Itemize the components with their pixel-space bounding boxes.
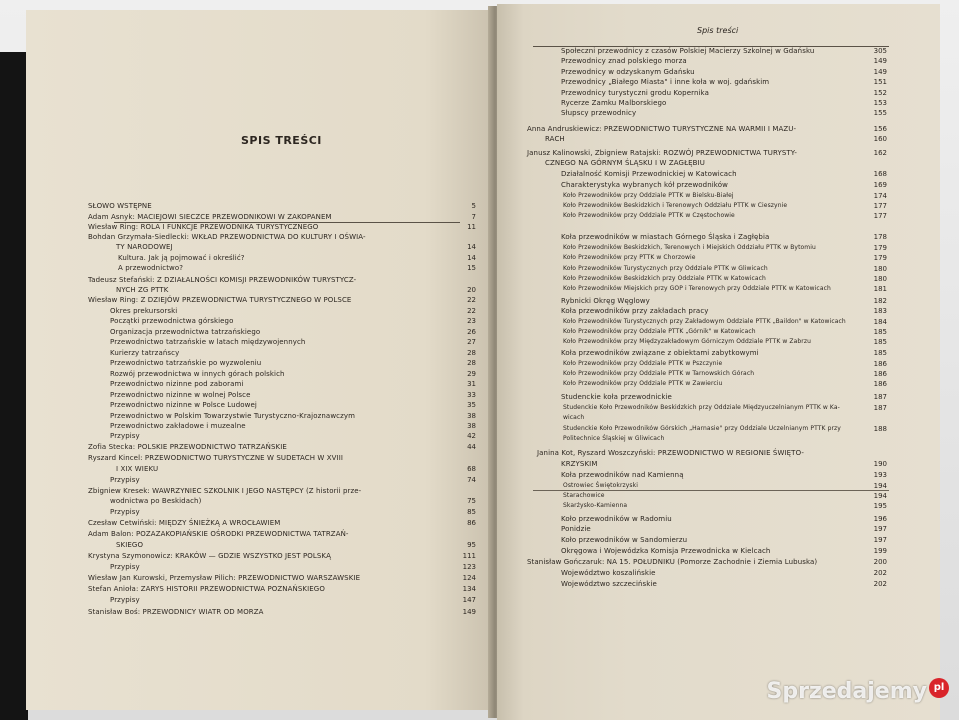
toc-entry xyxy=(561,348,759,358)
toc-page-number: 162 xyxy=(873,149,887,157)
page-title: SPIS TREŚCI xyxy=(241,134,322,147)
toc-page-number: 178 xyxy=(873,233,887,241)
toc-entry-title: Przewodnictwo zakładowe i muzealne xyxy=(110,422,246,430)
toc-page-number: 149 xyxy=(873,57,887,65)
toc-entry-title: Charakterystyka wybranych kół przewodników xyxy=(561,181,728,189)
toc-page-number: 305 xyxy=(873,47,887,55)
toc-entry-title: Stanisław Boś: PRZEWODNICY WIATR OD MORZA xyxy=(88,608,264,616)
toc-entry xyxy=(561,108,636,118)
toc-page-number: 35 xyxy=(467,401,476,409)
toc-entry xyxy=(527,557,817,567)
toc-page-number: 29 xyxy=(467,370,476,378)
toc-entry xyxy=(561,568,656,578)
book-cover-edge xyxy=(0,52,28,720)
toc-entry-title: Koło Przewodników przy Oddziale PTTK w Tarnowskich Górach xyxy=(563,370,755,377)
toc-page-number: 38 xyxy=(467,422,476,430)
toc-entry xyxy=(88,222,318,232)
toc-page-number: 33 xyxy=(467,391,476,399)
toc-page-number: 186 xyxy=(873,360,887,368)
toc-entry xyxy=(110,369,285,379)
toc-entry xyxy=(561,546,770,556)
toc-entry xyxy=(116,285,168,295)
toc-page-number: 174 xyxy=(873,192,887,200)
toc-page-number: 149 xyxy=(873,68,887,76)
toc-entry xyxy=(118,253,245,263)
toc-entry xyxy=(561,579,657,589)
toc-entry xyxy=(88,529,349,539)
toc-entry-title: Zofia Stecka: POLSKIE PRZEWODNICTWO TATRZAŃSKIE xyxy=(88,443,287,451)
toc-entry xyxy=(116,464,158,474)
toc-entry xyxy=(88,607,264,617)
toc-entry xyxy=(563,201,787,211)
toc-entry xyxy=(527,148,797,158)
toc-entry-title: Przewodnictwo w Polskim Towarzystwie Turystyczno-Krajoznawczym xyxy=(110,412,356,420)
toc-entry-title: Ponidzie xyxy=(561,525,591,533)
toc-entry-title: Politechnice Śląskiej w Gliwicach xyxy=(563,435,665,442)
toc-page-number: 185 xyxy=(873,349,887,357)
toc-page-number: 20 xyxy=(467,286,476,294)
toc-entry-title: Koła przewodników związane z obiektami zabytkowymi xyxy=(561,349,759,357)
toc-page-number: 183 xyxy=(873,307,887,315)
toc-entry-title: Przypisy xyxy=(110,508,140,516)
toc-entry-title: Przewodnictwo tatrzańskie w latach międzywojennych xyxy=(110,338,306,346)
toc-entry xyxy=(537,448,804,458)
toc-page-number: 85 xyxy=(467,508,476,516)
toc-page-number: 22 xyxy=(467,296,476,304)
running-head: Spis treści xyxy=(697,26,739,35)
toc-entry-title: Anna Andruskiewicz: PRZEWODNICTWO TURYSTYCZNE NA WARMII I MAZU- xyxy=(527,125,797,133)
toc-entry xyxy=(110,411,355,421)
toc-entry xyxy=(110,379,243,389)
toc-entry xyxy=(561,459,597,469)
toc-entry-title: Koło przewodników w Sandomierzu xyxy=(561,536,688,544)
toc-page-number: 27 xyxy=(467,338,476,346)
toc-entry-title: Koło Przewodników Beskidzkich przy Oddziale PTTK w Katowicach xyxy=(563,275,766,282)
toc-page-number: 169 xyxy=(873,181,887,189)
toc-page-number: 188 xyxy=(873,425,887,433)
toc-entry-title: Rybnicki Okręg Węglowy xyxy=(561,297,650,305)
toc-entry-title: TY NARODOWEJ xyxy=(116,243,173,251)
toc-page-number: 134 xyxy=(462,585,476,593)
toc-entry xyxy=(561,77,769,87)
toc-page-number: 186 xyxy=(873,380,887,388)
toc-entry xyxy=(88,212,332,222)
toc-entry-title: CZNEGO NA GÓRNYM ŚLĄSKU I W ZAGŁĘBIU xyxy=(545,159,705,167)
toc-entry-title: Przewodnictwo nizinne w Polsce Ludowej xyxy=(110,401,257,409)
toc-page-number: 185 xyxy=(873,328,887,336)
toc-entry xyxy=(88,551,331,561)
toc-entry xyxy=(563,434,664,444)
toc-entry-title: NYCH ZG PTTK xyxy=(116,286,169,294)
toc-entry xyxy=(110,390,251,400)
toc-entry-title: Koło Przewodników Beskidzkich i Terenowych Oddziału PTTK w Cieszynie xyxy=(563,202,788,209)
toc-entry xyxy=(561,296,650,306)
toc-entry xyxy=(563,317,846,327)
toc-page-number: 149 xyxy=(462,608,476,616)
toc-entry xyxy=(110,475,140,485)
toc-page-number: 23 xyxy=(467,317,476,325)
toc-entry-title: Rycerze Zamku Malborskiego xyxy=(561,99,667,107)
toc-entry xyxy=(110,595,140,605)
toc-entry xyxy=(110,421,246,431)
toc-entry xyxy=(110,431,140,441)
watermark-badge: pl xyxy=(929,678,949,698)
toc-entry-title: wodnictwa po Beskidach) xyxy=(110,497,202,505)
toc-page-number: 202 xyxy=(873,580,887,588)
toc-page-number: 42 xyxy=(467,432,476,440)
toc-entry-title: Przypisy xyxy=(110,596,140,604)
toc-entry xyxy=(563,413,584,423)
toc-entry xyxy=(561,306,709,316)
toc-entry xyxy=(561,470,684,480)
toc-entry-title: Koło Przewodników przy Oddziale PTTK w Pszczynie xyxy=(563,360,723,367)
toc-entry xyxy=(88,518,280,528)
toc-page-number: 202 xyxy=(873,569,887,577)
watermark: Sprzedajemy pl xyxy=(767,678,950,704)
toc-entry xyxy=(563,253,696,263)
toc-page-number: 75 xyxy=(467,497,476,505)
toc-page-number: 168 xyxy=(873,170,887,178)
toc-entry xyxy=(88,442,287,452)
toc-page-number: 155 xyxy=(873,109,887,117)
toc-entry xyxy=(110,358,261,368)
toc-entry xyxy=(563,243,816,253)
toc-entry xyxy=(88,201,152,211)
toc-entry-title: Słupscy przewodnicy xyxy=(561,109,637,117)
toc-entry-title: Koło Przewodników przy Międzyzakładowym Górniczym Oddziale PTTK w Zabrzu xyxy=(563,338,812,345)
toc-entry xyxy=(110,327,260,337)
toc-entry-title: Koła przewodników w miastach Górnego Śląska i Zagłębia xyxy=(561,233,770,241)
toc-entry xyxy=(561,514,672,524)
toc-page-number: 180 xyxy=(873,265,887,273)
toc-entry-title: Ostrowiec Świętokrzyski xyxy=(563,482,638,489)
toc-page-number: 15 xyxy=(467,264,476,272)
toc-entry xyxy=(563,359,722,369)
toc-page-number: 22 xyxy=(467,307,476,315)
toc-entry xyxy=(88,486,361,496)
toc-entry xyxy=(527,124,796,134)
toc-entry-title: Bohdan Grzymała-Siedlecki: WKŁAD PRZEWODNICTWA DO KULTURY I OŚWIA- xyxy=(88,233,366,241)
toc-page-number: 186 xyxy=(873,370,887,378)
toc-entry-title: Koło Przewodników Beskidzkich, Terenowych i Miejskich Oddziału PTTK w Bytomiu xyxy=(563,244,816,251)
toc-entry xyxy=(88,295,351,305)
toc-entry xyxy=(561,56,687,66)
toc-page-number: 38 xyxy=(467,412,476,420)
toc-entry-title: Kurierzy tatrzańscy xyxy=(110,349,180,357)
toc-entry-title: Koło Przewodników przy Oddziale PTTK w Bielsku-Białej xyxy=(563,192,734,199)
toc-page-number: 179 xyxy=(873,244,887,252)
toc-entry-title: Okres prekursorski xyxy=(110,307,178,315)
toc-entry-title: KRZYSKIM xyxy=(561,460,598,468)
toc-entry-title: Wiesław Jan Kurowski, Przemysław Pilich: PRZEWODNICTWO WARSZAWSKIE xyxy=(88,574,361,582)
toc-page-number: 190 xyxy=(873,460,887,468)
toc-page-number: 44 xyxy=(467,443,476,451)
toc-entry xyxy=(563,481,638,491)
toc-entry-title: Przewodnictwo nizinne pod zaborami xyxy=(110,380,244,388)
toc-entry xyxy=(110,562,140,572)
toc-entry-title: Krystyna Szymonowicz: KRAKÓW — GDZIE WSZYSTKO JEST POLSKĄ xyxy=(88,552,332,560)
toc-entry-title: Wiesław Ring: ROLA I FUNKCJE PRZEWODNIKA TURYSTYCZNEGO xyxy=(88,223,319,231)
toc-page-number: 124 xyxy=(462,574,476,582)
toc-entry-title: Przypisy xyxy=(110,476,140,484)
toc-entry-title: Społeczni przewodnicy z czasów Polskiej Macierzy Szkolnej w Gdańsku xyxy=(561,47,815,55)
toc-page-number: 194 xyxy=(873,482,887,490)
toc-page-number: 196 xyxy=(873,515,887,523)
toc-entry-title: RACH xyxy=(545,135,565,143)
toc-entry-title: Działalność Komisji Przewodnickiej w Katowicach xyxy=(561,170,737,178)
toc-entry xyxy=(563,403,840,413)
toc-page-number: 197 xyxy=(873,525,887,533)
toc-entry xyxy=(563,369,754,379)
toc-entry-title: Przewodnicy w odzyskanym Gdańsku xyxy=(561,68,695,76)
toc-entry-title: Przewodnictwo nizinne w wolnej Polsce xyxy=(110,391,251,399)
toc-entry-title: Przypisy xyxy=(110,432,140,440)
toc-page-number: 11 xyxy=(467,223,476,231)
toc-entry xyxy=(110,306,177,316)
toc-entry-title: I XIX WIEKU xyxy=(116,465,159,473)
toc-entry-title: Koło przewodników w Radomiu xyxy=(561,515,672,523)
toc-entry xyxy=(110,337,305,347)
toc-page-number: 153 xyxy=(873,99,887,107)
toc-page-number: 187 xyxy=(873,393,887,401)
toc-entry-title: Przewodnicy „Białego Miasta" i inne koła w woj. gdańskim xyxy=(561,78,770,86)
toc-page-number: 160 xyxy=(873,135,887,143)
toc-entry xyxy=(110,316,234,326)
toc-entry-title: Koło Przewodników przy Oddziale PTTK w Zawierciu xyxy=(563,380,723,387)
toc-entry-title: wicach xyxy=(563,414,585,421)
toc-page-number: 197 xyxy=(873,536,887,544)
toc-page-number: 194 xyxy=(873,492,887,500)
toc-entry-title: Kultura. Jak ją pojmować i określić? xyxy=(118,254,245,262)
toc-entry xyxy=(561,392,672,402)
toc-entry xyxy=(563,424,841,434)
toc-entry-title: A przewodnictwo? xyxy=(118,264,184,272)
toc-entry-title: Początki przewodnictwa górskiego xyxy=(110,317,234,325)
toc-page-number: 199 xyxy=(873,547,887,555)
toc-page-number: 7 xyxy=(471,213,476,221)
toc-entry xyxy=(561,98,666,108)
toc-entry-title: Stefan Anioła: ZARYS HISTORII PRZEWODNICTWA POZNAŃSKIEGO xyxy=(88,585,325,593)
toc-entry-title: SKIEGO xyxy=(116,541,144,549)
toc-page-number: 185 xyxy=(873,338,887,346)
toc-entry-title: Koło Przewodników Turystycznych przy Oddziale PTTK w Gliwicach xyxy=(563,265,768,272)
toc-entry xyxy=(561,524,591,534)
toc-entry xyxy=(561,46,814,56)
toc-page-number: 182 xyxy=(873,297,887,305)
toc-entry-title: Koła przewodników przy zakładach pracy xyxy=(561,307,709,315)
toc-page-number: 177 xyxy=(873,212,887,220)
toc-entry-title: Organizacja przewodnictwa tatrzańskiego xyxy=(110,328,261,336)
toc-entry-title: Koło Przewodników przy Oddziale PTTK „Górnik" w Katowicach xyxy=(563,328,756,335)
toc-entry-title: Województwo szczecińskie xyxy=(561,580,657,588)
toc-entry xyxy=(88,573,360,583)
toc-entry xyxy=(563,211,735,221)
toc-page-number: 26 xyxy=(467,328,476,336)
toc-page-number: 28 xyxy=(467,349,476,357)
toc-entry-title: Okręgowa i Wojewódzka Komisja Przewodnicka w Kielcach xyxy=(561,547,771,555)
toc-entry-title: Przewodnicy znad polskiego morza xyxy=(561,57,687,65)
toc-page-number: 193 xyxy=(873,471,887,479)
toc-page-number: 123 xyxy=(462,563,476,571)
toc-page-number: 28 xyxy=(467,359,476,367)
toc-page-number: 95 xyxy=(467,541,476,549)
toc-entry-title: Województwo koszalińskie xyxy=(561,569,656,577)
toc-entry-title: Skarżysko-Kamienna xyxy=(563,502,628,509)
toc-page-number: 147 xyxy=(462,596,476,604)
toc-entry-title: Koło Przewodników Turystycznych przy Zakładowym Oddziale PTTK „Baildon" w Katowicach xyxy=(563,318,846,325)
toc-page-number: 31 xyxy=(467,380,476,388)
toc-entry-title: Wiesław Ring: Z DZIEJÓW PRZEWODNICTWA TURYSTYCZNEGO W POLSCE xyxy=(88,296,352,304)
toc-entry xyxy=(563,264,768,274)
toc-entry-title: Koło Przewodników przy PTTK w Chorzowie xyxy=(563,254,696,261)
toc-entry xyxy=(561,180,728,190)
toc-entry-title: Stanisław Gończaruk: NA 15. POŁUDNIKU (Pomorze Zachodnie i Ziemia Lubuska) xyxy=(527,558,818,566)
toc-entry-title: Przewodnicy turystyczni grodu Kopernika xyxy=(561,89,709,97)
toc-page-number: 151 xyxy=(873,78,887,86)
toc-entry xyxy=(110,496,201,506)
toc-entry-title: Czesław Cetwiński: MIĘDZY ŚNIEŻKĄ A WROCŁAWIEM xyxy=(88,519,281,527)
toc-entry-title: Rozwój przewodnictwa w innych górach polskich xyxy=(110,370,285,378)
toc-entry-title: Ryszard Kincel: PRZEWODNICTWO TURYSTYCZNE W SUDETACH W XVIII xyxy=(88,454,344,462)
toc-entry-title: Koła przewodników nad Kamienną xyxy=(561,471,684,479)
toc-page-number: 152 xyxy=(873,89,887,97)
toc-entry-title: Zbigniew Kresek: WAWRZYNIEC SZKOLNIK I JEGO NASTĘPCY (Z historii prze- xyxy=(88,487,362,495)
toc-entry xyxy=(110,400,257,410)
toc-entry xyxy=(561,169,737,179)
toc-entry-title: Adam Balon: POZAZAKOPIAŃSKIE OŚRODKI PRZEWODNICTWA TATRZAŃ- xyxy=(88,530,349,538)
toc-entry xyxy=(561,535,687,545)
toc-page-number: 5 xyxy=(471,202,476,210)
toc-page-number: 14 xyxy=(467,243,476,251)
toc-entry-title: Janusz Kalinowski, Zbigniew Ratajski: ROZWÓJ PRZEWODNICTWA TURYSTY- xyxy=(527,149,797,157)
left-page xyxy=(26,10,496,710)
toc-entry-title: Adam Asnyk: MACIEJOWI SIECZCE PRZEWODNIKOWI W ZAKOPANEM xyxy=(88,213,332,221)
toc-entry xyxy=(116,242,173,252)
toc-entry xyxy=(561,88,709,98)
toc-entry xyxy=(88,453,343,463)
toc-entry xyxy=(118,263,183,273)
toc-entry xyxy=(563,501,627,511)
toc-page-number: 200 xyxy=(873,558,887,566)
toc-entry xyxy=(563,337,811,347)
toc-entry-title: Przewodnictwo tatrzańskie po wyzwoleniu xyxy=(110,359,262,367)
toc-entry xyxy=(563,191,734,201)
toc-page-number: 156 xyxy=(873,125,887,133)
toc-entry-title: Koło Przewodników przy Oddziale PTTK w Częstochowie xyxy=(563,212,735,219)
toc-entry-title: Studenckie Koło Przewodników Górskich „Harnasie" przy Oddziale Uczelnianym PTTK przy xyxy=(563,425,841,432)
toc-entry-title: Janina Kot, Ryszard Woszczyński: PRZEWODNICTWO W REGIONIE ŚWIĘTO- xyxy=(537,449,804,457)
toc-page-number: 179 xyxy=(873,254,887,262)
toc-entry xyxy=(110,507,140,517)
toc-page-number: 111 xyxy=(462,552,476,560)
toc-entry xyxy=(110,348,179,358)
toc-page-number: 177 xyxy=(873,202,887,210)
toc-entry xyxy=(563,274,766,284)
toc-entry xyxy=(563,491,605,501)
toc-page-number: 86 xyxy=(467,519,476,527)
toc-entry-title: Studenckie Koło Przewodników Beskidzkich przy Oddziale Międzyuczelnianym PTTK w Ka- xyxy=(563,404,840,411)
toc-page-number: 74 xyxy=(467,476,476,484)
toc-entry xyxy=(545,158,705,168)
right-page xyxy=(497,4,940,720)
toc-entry-title: Studenckie koła przewodnickie xyxy=(561,393,672,401)
toc-entry xyxy=(561,232,769,242)
toc-entry-title: SŁOWO WSTĘPNE xyxy=(88,202,152,210)
toc-page-number: 187 xyxy=(873,404,887,412)
toc-entry xyxy=(88,584,325,594)
toc-entry xyxy=(561,67,695,77)
toc-entry-title: Starachowice xyxy=(563,492,605,499)
toc-entry-title: Tadeusz Stefański: Z DZIAŁALNOŚCI KOMISJI PRZEWODNIKÓW TURYSTYCZ- xyxy=(88,276,357,284)
toc-page-number: 184 xyxy=(873,318,887,326)
toc-entry xyxy=(545,134,565,144)
toc-entry-title: Przypisy xyxy=(110,563,140,571)
toc-page-number: 181 xyxy=(873,285,887,293)
toc-entry xyxy=(563,379,722,389)
toc-entry xyxy=(88,275,356,285)
toc-page-number: 14 xyxy=(467,254,476,262)
toc-page-number: 180 xyxy=(873,275,887,283)
toc-entry xyxy=(563,327,756,337)
toc-page-number: 195 xyxy=(873,502,887,510)
toc-entry xyxy=(116,540,143,550)
toc-page-number: 68 xyxy=(467,465,476,473)
toc-entry xyxy=(88,232,366,242)
toc-entry-title: Koło Przewodników Miejskich przy GOP i Terenowych przy Oddziale PTTK w Katowicach xyxy=(563,285,831,292)
toc-entry xyxy=(563,284,831,294)
